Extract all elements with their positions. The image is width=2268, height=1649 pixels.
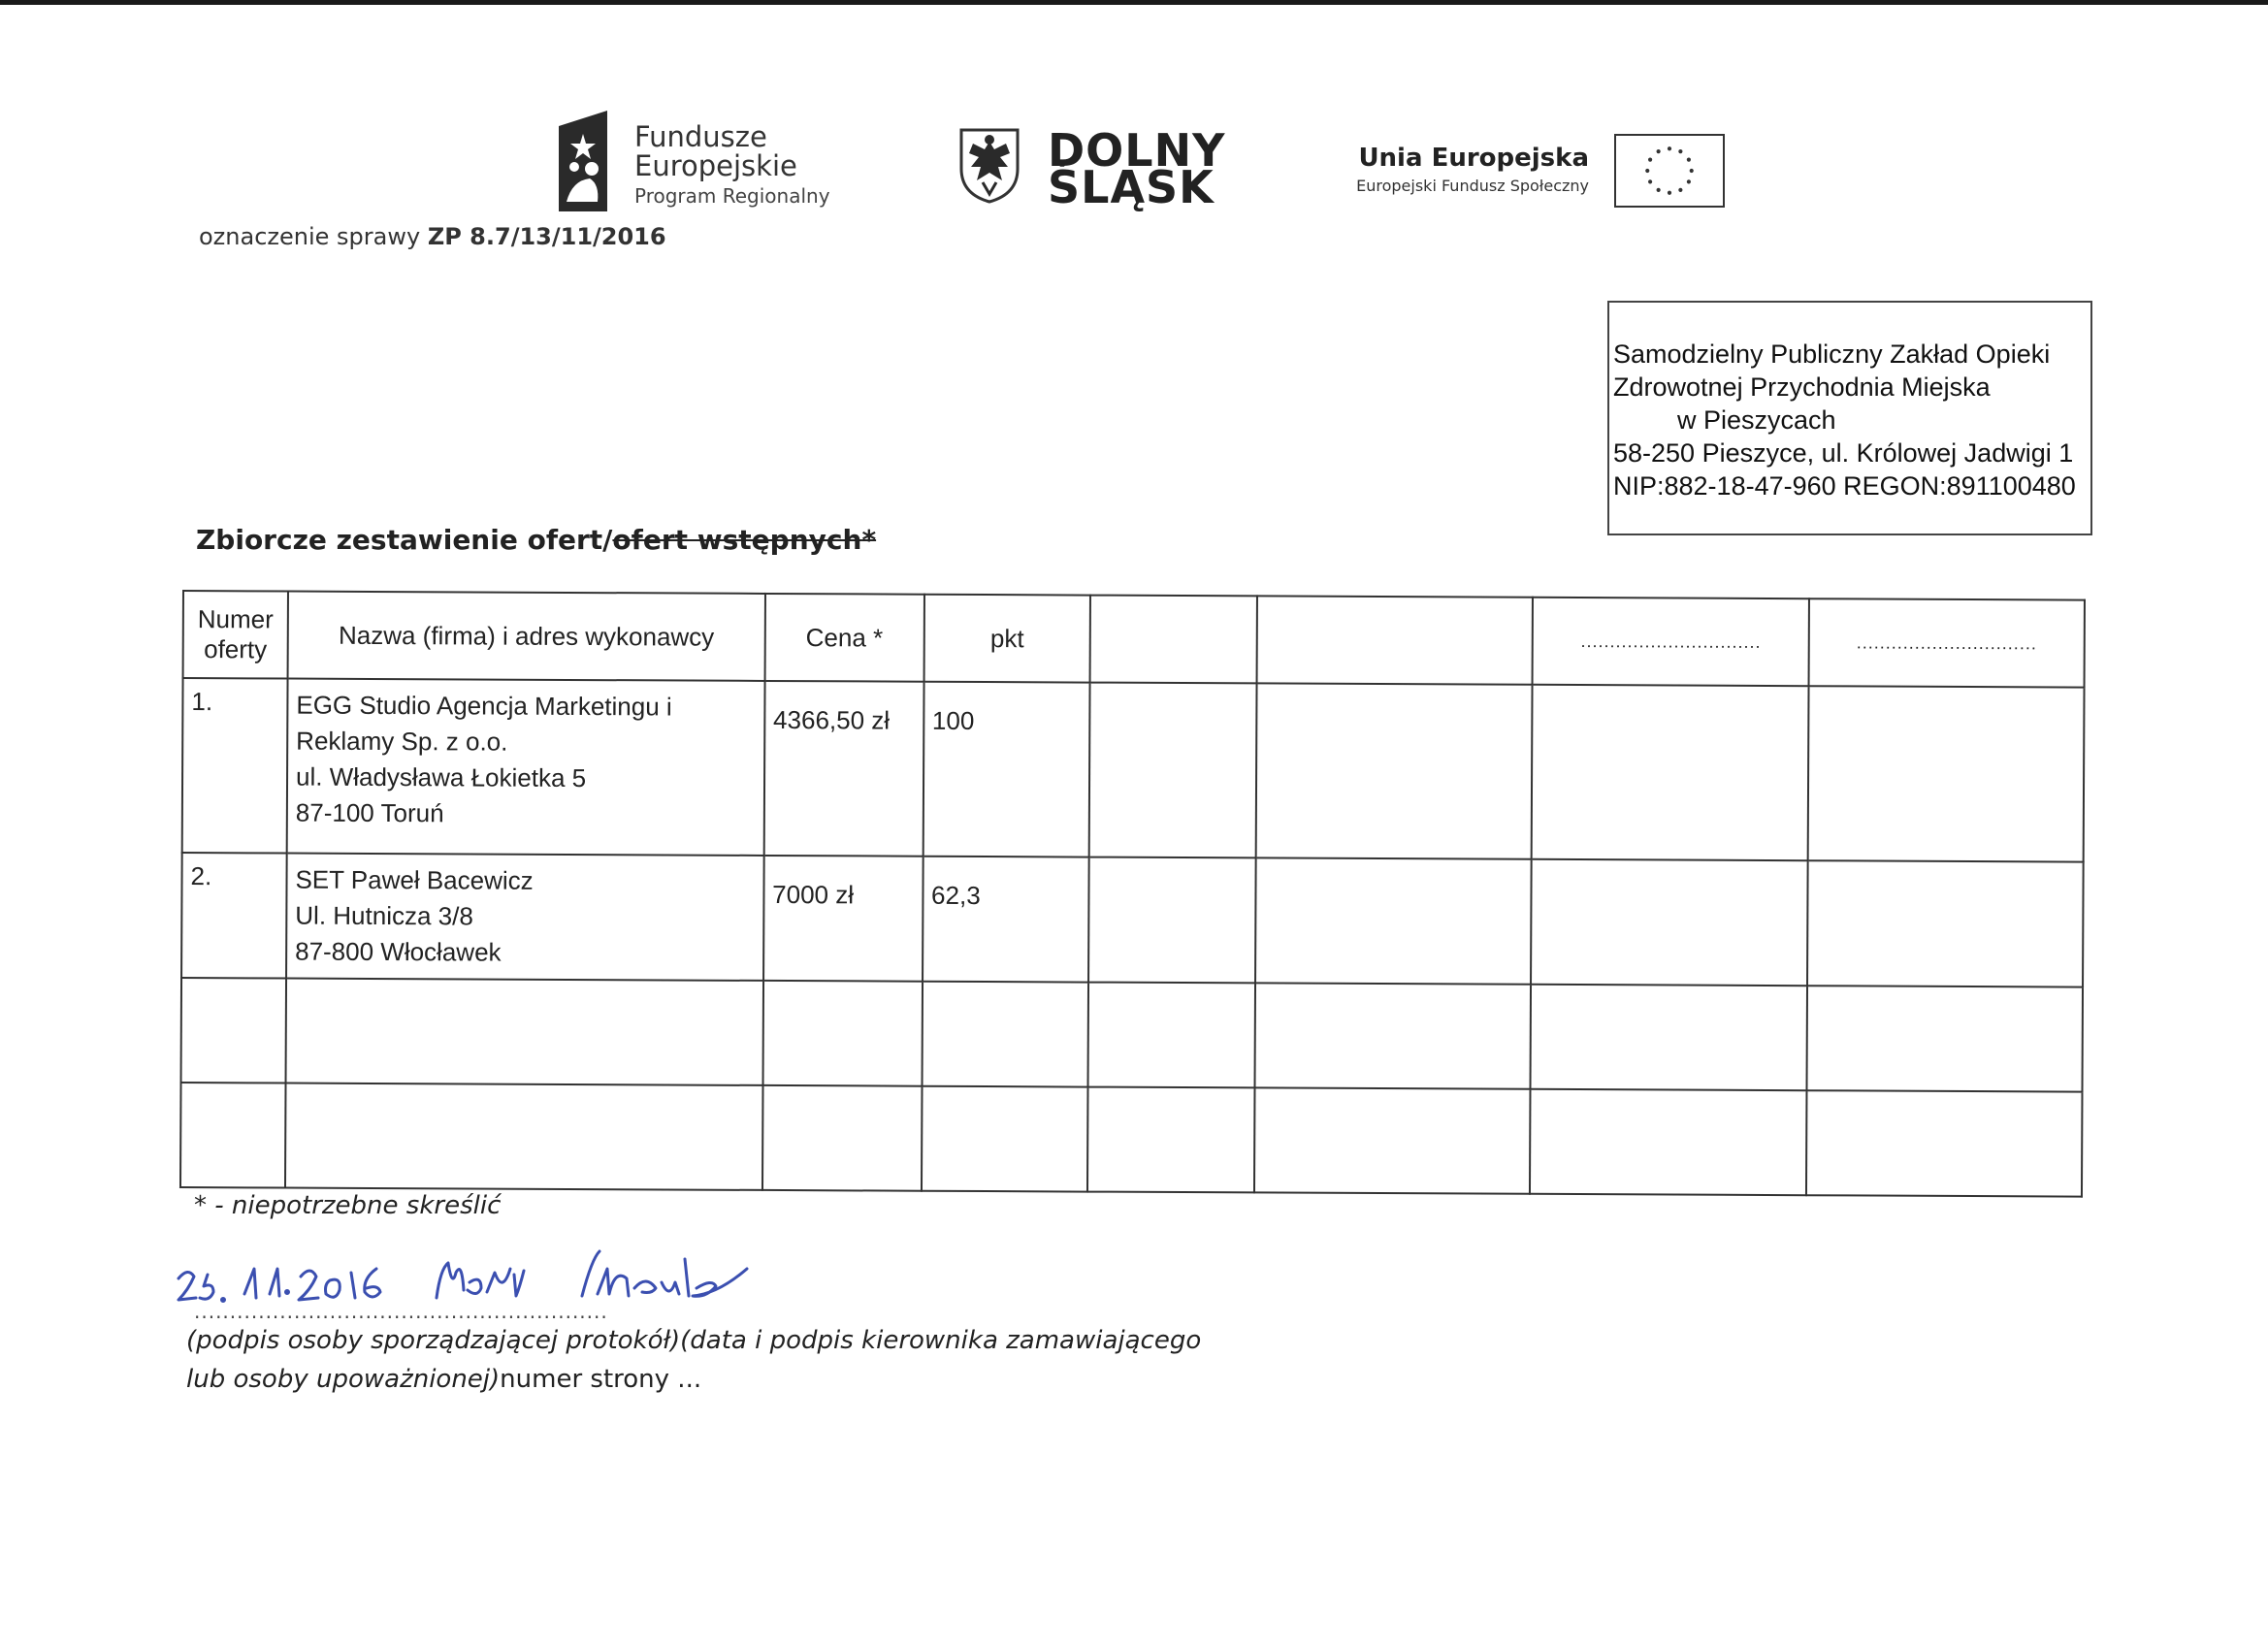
- empty-cell: [1255, 857, 1532, 984]
- top-edge-rule: [0, 0, 2268, 5]
- signature-caption: [186, 1321, 1201, 1399]
- page-number-label: numer strony ...: [500, 1365, 702, 1394]
- empty-cell: [1531, 985, 1807, 1090]
- offer-name-line: 87-100 Toruń: [295, 797, 444, 828]
- empty-cell: [1088, 983, 1255, 1088]
- offer-number: 1.: [182, 678, 288, 854]
- empty-cell: [1088, 857, 1255, 984]
- empty-cell: [1255, 983, 1532, 1088]
- empty-cell: [1806, 1090, 2082, 1196]
- header-name: Nazwa (firma) i adres wykonawcy: [288, 592, 765, 681]
- fe-logo-line2: Europejskie: [634, 149, 797, 182]
- heading-struck-text: ofert wstępnych: [612, 524, 862, 556]
- table-header-row: [183, 591, 2085, 688]
- offer-points: 62,3: [923, 857, 1089, 983]
- signature-caption-line1: (podpis osoby sporządzającej protokół)(data i podpis kierownika zamawiającego: [186, 1326, 1202, 1355]
- case-reference-number: ZP 8.7/13/11/2016: [427, 223, 666, 250]
- heading-main: Zbiorcze zestawienie ofert/: [196, 524, 613, 556]
- header-blank: [1257, 596, 1534, 684]
- fundusze-europejskie-icon: [553, 107, 613, 215]
- offer-name-address: [287, 679, 765, 856]
- fe-logo-line3: Program Regionalny: [634, 184, 830, 208]
- eu-flag-icon: [1614, 134, 1725, 208]
- empty-cell: [762, 981, 922, 1086]
- signature-dotted-line: ..........................................................: [194, 1300, 608, 1323]
- empty-cell: [285, 979, 762, 1085]
- empty-cell: [1532, 685, 1809, 860]
- empty-cell: [181, 978, 286, 1083]
- ue-logo-line1: Unia Europejska: [1358, 144, 1589, 173]
- offer-name-line: Reklamy Sp. z o.o.: [296, 726, 508, 757]
- address-stamp: [1607, 301, 2092, 535]
- empty-cell: [1530, 1089, 1806, 1195]
- empty-cell: [762, 1085, 922, 1191]
- empty-cell: [285, 1083, 762, 1190]
- signature-caption-line2: lub osoby upoważnionej): [186, 1365, 501, 1394]
- header-blank: [1090, 596, 1257, 684]
- offer-points: 100: [923, 682, 1090, 857]
- footnote: * - niepotrzebne skreślić: [194, 1191, 502, 1220]
- ds-logo-line2: ŚLĄSK: [1048, 161, 1215, 213]
- header-points: pkt: [923, 595, 1090, 683]
- offer-price: 7000 zł: [763, 856, 923, 982]
- dolny-slask-logo: [956, 124, 1237, 221]
- empty-cell: [1256, 683, 1533, 858]
- case-reference-label: oznaczenie sprawy: [199, 223, 421, 250]
- table-row-empty: [181, 978, 2084, 1092]
- empty-cell: [1807, 986, 2083, 1091]
- table-row: [182, 678, 2085, 862]
- empty-cell: [180, 1083, 285, 1188]
- offer-price: 4366,50 zł: [763, 681, 923, 857]
- address-line: Samodzielny Publiczny Zakład Opieki: [1613, 340, 2051, 369]
- document-heading: [196, 524, 876, 556]
- empty-cell: [1807, 860, 2083, 986]
- ds-logo-line1: DOLNY: [1048, 124, 1226, 177]
- offers-table: [179, 590, 2086, 1198]
- heading-asterisk: *: [861, 524, 877, 556]
- empty-cell: [922, 982, 1088, 1087]
- offer-name-line: ul. Władysława Łokietka 5: [295, 761, 587, 793]
- header-price: Cena *: [764, 594, 923, 682]
- header-dotted-placeholder: ...............................: [1533, 598, 1809, 686]
- empty-cell: [1087, 1087, 1254, 1193]
- header-dotted-placeholder: ...............................: [1809, 598, 2085, 687]
- fundusze-europejskie-logo: [553, 105, 844, 221]
- table-row-empty: [180, 1083, 2083, 1197]
- address-line: Zdrowotnej Przychodnia Miejska: [1613, 372, 1991, 402]
- unia-europejska-logo: [1339, 134, 1727, 211]
- address-line: NIP:882-18-47-960 REGON:891100480: [1613, 471, 2076, 501]
- fe-logo-line1: Fundusze: [634, 120, 767, 153]
- offer-number: 2.: [181, 853, 287, 979]
- empty-cell: [1808, 686, 2085, 861]
- silesian-eagle-icon: [956, 124, 1023, 204]
- case-reference: [199, 223, 666, 250]
- table-row: [181, 853, 2084, 987]
- empty-cell: [922, 1086, 1088, 1192]
- ue-logo-line2: Europejski Fundusz Społeczny: [1356, 177, 1589, 195]
- offer-name-line: EGG Studio Agencja Marketingu i: [296, 690, 672, 722]
- empty-cell: [1254, 1087, 1531, 1193]
- offer-name-line: 87-800 Włocławek: [295, 936, 502, 967]
- empty-cell: [1531, 859, 1807, 986]
- offer-name-address: [286, 854, 763, 981]
- address-line: 58-250 Pieszyce, ul. Królowej Jadwigi 1: [1613, 438, 2074, 468]
- offer-name-line: SET Paweł Bacewicz: [295, 864, 534, 895]
- empty-cell: [1089, 683, 1257, 858]
- header-number: Numer oferty: [183, 591, 288, 679]
- address-line: w Pieszycach: [1677, 405, 1836, 435]
- offer-name-line: Ul. Hutnicza 3/8: [295, 900, 473, 931]
